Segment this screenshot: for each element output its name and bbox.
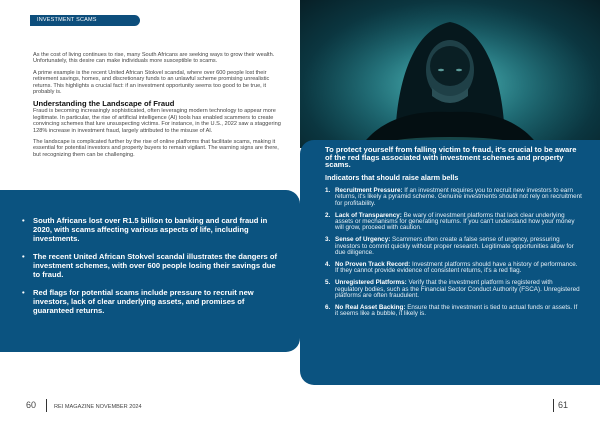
item-text: Investment platforms should have a history of performance. If they cannot provide evidence of consistent returns, it's a red flag.: [335, 260, 578, 275]
red-flag-item: [325, 237, 582, 256]
red-flag-item: [325, 280, 582, 299]
section-tag: INVESTMENT SCAMS: [30, 15, 140, 26]
paragraph-2: A prime example is the recent United African Stokvel scandal, where over 600 people lost their retirement savings, homes, and discretionary funds to an unlawful scheme promising unrealistic returns. This highlights a crucial fact: if an investment opportunity seems too good to be true, it probably is.: [33, 69, 270, 96]
magazine-name: REI MAGAZINE NOVEMBER 2024: [54, 404, 142, 410]
item-title: Unregistered Platforms:: [335, 279, 407, 287]
item-number: 1.: [325, 186, 331, 194]
article-body: [33, 52, 285, 163]
paragraph-3: Fraud is becoming increasingly sophisticated, often leveraging modern technology to appear more legitimate. In particular, the rise of artificial intelligence (AI) tools has enabled scammers to create convincing schemes that lure unsuspecting victims. For instance, in the U.S., 2022 saw a staggering 128% increase in investment fraud, largely attributed to the misuse of AI.: [33, 108, 281, 134]
item-text: Verify that the investment platform is registered with regulatory bodies, such as the Financial Sector Conduct Authority (FSCA). Unregistered platforms are often fraudulent.: [335, 279, 580, 300]
red-flag-item: [325, 213, 582, 232]
red-flags-panel: [300, 140, 600, 385]
folio-divider-left: [46, 399, 47, 412]
paragraph-4: The landscape is complicated further by the rise of online platforms that facilitate scams, making it essential for potential investors and property buyers to remain vigilant. The warning signs are there, but recognizing them can be challenging.: [33, 139, 279, 158]
item-number: 2.: [325, 211, 331, 219]
page-number-left: 60: [26, 400, 37, 410]
highlights-list: [22, 216, 282, 315]
hooded-hacker-image: [300, 0, 600, 148]
page-number-right: 61: [558, 400, 569, 410]
item-number: 4.: [325, 260, 331, 268]
highlights-box: [0, 190, 300, 352]
item-text: Be wary of investment platforms that lack clear underlying assets or mechanisms for generating returns. If you can't understand how your money will grow, proceed with caution.: [335, 211, 575, 232]
item-title: Sense of Urgency:: [335, 236, 391, 244]
item-number: 3.: [325, 236, 331, 244]
item-title: No Proven Track Record:: [335, 260, 411, 268]
item-text: If an investment requires you to recruit new investors to earn returns, it's likely a pyramid scheme. Genuine investments should not rely on recruitment for profitability.: [335, 186, 582, 207]
item-number: 5.: [325, 279, 331, 287]
red-flag-item: [325, 262, 582, 275]
highlight-item: • The recent United African Stokvel scandal illustrates the dangers of investment schemes, with over 600 people losing their savings due to fraud.: [22, 252, 282, 279]
item-text: Scammers often create a false sense of urgency, pressuring investors to commit quickly without proper research. Legitimate opportunities allow for due diligence.: [335, 236, 574, 257]
panel-subheading: Indicators that should raise alarm bells: [325, 172, 459, 182]
item-number: 6.: [325, 303, 331, 311]
folio-divider-right: [553, 399, 554, 412]
red-flag-item: [325, 305, 582, 318]
highlight-item: • Red flags for potential scams include pressure to recruit new investors, lack of clear underlying assets, and promises of guaranteed returns.: [22, 288, 282, 315]
item-title: Lack of Transparency:: [335, 211, 402, 219]
red-flags-list: [325, 188, 582, 318]
item-text: Ensure that the investment is tied to actual funds or assets. If it seems like a bubble, it likely is.: [335, 303, 578, 318]
panel-lead: To protect yourself from falling victim to fraud, it's crucial to be aware of the red flags associated with investment schemes and property scams.: [325, 145, 577, 170]
highlight-item: • South Africans lost over R1.5 billion to banking and card fraud in 2020, with scams affecting various aspects of life, including investments.: [22, 216, 282, 243]
section-heading: Understanding the Landscape of Fraud: [33, 99, 175, 109]
paragraph-1: As the cost of living continues to rise, many South Africans are seeking ways to grow their wealth. Unfortunately, this desire can make individuals more susceptible to scams.: [33, 52, 275, 65]
red-flag-item: [325, 188, 582, 207]
item-title: No Real Asset Backing:: [335, 303, 406, 311]
item-title: Recruitment Pressure:: [335, 186, 403, 194]
hacker-illustration: [300, 0, 600, 148]
